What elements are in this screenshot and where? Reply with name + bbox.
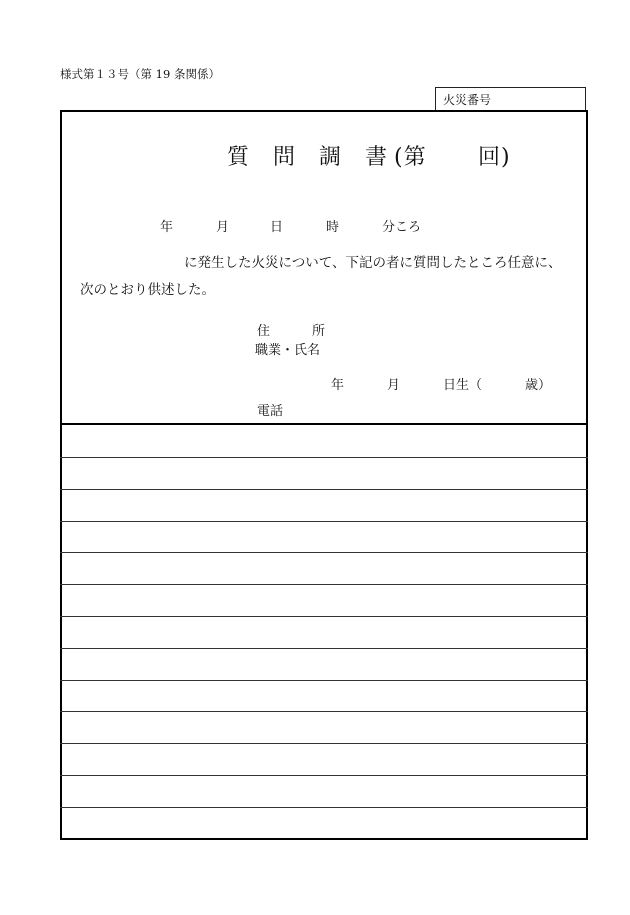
age-label: 歳） — [525, 378, 552, 393]
writing-line — [60, 552, 588, 553]
fire-number-box[interactable] — [435, 87, 586, 110]
birth-year-label: 年 — [331, 378, 345, 393]
incident-year-label: 年 — [160, 220, 174, 235]
writing-line — [60, 489, 588, 490]
section-divider — [60, 423, 588, 425]
title-session-open: (第 — [394, 145, 427, 170]
incident-hour-label: 時 — [326, 220, 340, 235]
title-char-3: 調 — [319, 145, 343, 170]
writing-line — [60, 616, 588, 617]
writing-line — [60, 711, 588, 712]
statement-form-frame — [60, 110, 588, 840]
statement-line-2: 次のとおり供述した。 — [80, 282, 215, 298]
statement-line-1: に発生した火災について、下記の者に質問したところ任意に、 — [184, 255, 562, 271]
writing-line — [60, 807, 588, 808]
title-session-close: 回) — [478, 145, 511, 170]
form-number-label: 様式第１３号（第 19 条関係） — [60, 67, 220, 81]
incident-month-label: 月 — [216, 220, 230, 235]
writing-line — [60, 457, 588, 458]
writing-line — [60, 521, 588, 522]
writing-line — [60, 775, 588, 776]
writing-line — [60, 680, 588, 681]
occupation-name-label: 職業・氏名 — [255, 343, 321, 358]
title-char-4: 書 — [365, 145, 389, 170]
phone-label: 電話 — [257, 404, 284, 419]
incident-minute-label: 分ころ — [382, 220, 422, 235]
title-char-2: 問 — [273, 145, 297, 170]
writing-line — [60, 648, 588, 649]
birth-month-label: 月 — [387, 378, 401, 393]
fire-number-label: 火災番号 — [443, 93, 492, 107]
address-label-part2: 所 — [312, 324, 326, 339]
birth-day-label: 日生（ — [443, 378, 483, 393]
title-char-1: 質 — [227, 145, 251, 170]
writing-line — [60, 584, 588, 585]
writing-line — [60, 743, 588, 744]
incident-day-label: 日 — [270, 220, 284, 235]
address-label-part1: 住 — [257, 324, 271, 339]
